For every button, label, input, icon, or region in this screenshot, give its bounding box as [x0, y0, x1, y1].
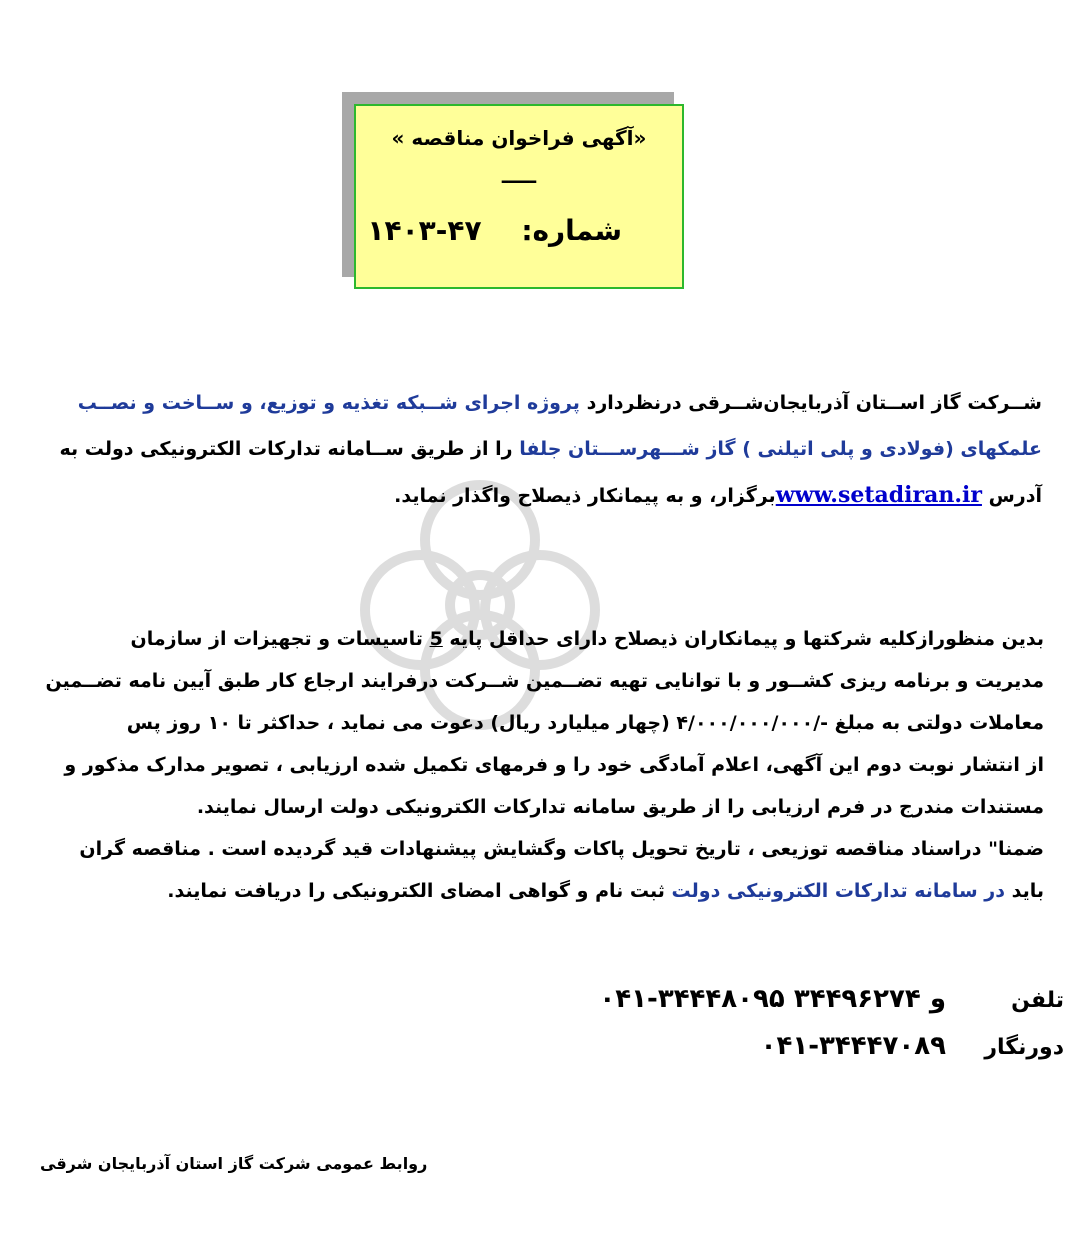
body-line1-text: بدین منظورازکلیه شرکتها و پیمانکاران ذیصلاح دارای حداقل پایه — [449, 628, 1044, 650]
body-line7-must: باید — [1011, 880, 1044, 902]
notice-header-box — [354, 104, 684, 289]
title-divider: ـــــ — [501, 164, 537, 188]
phone-value: ۰۴۱-۳۴۴۴۸۰۹۵ و ۳۴۴۹۶۲۷۴ — [599, 984, 946, 1014]
phone-row — [584, 984, 1064, 1020]
project-title-part2: علمکهای (فولادی و پلی اتیلنی ) گاز شـــهرســـتان جلفا — [519, 438, 1042, 460]
setadiran-link[interactable]: www.setadiran.ir — [775, 482, 982, 508]
notice-title: «آگهی فراخوان مناقصه » — [391, 126, 647, 150]
fax-label: دورنگار — [984, 1035, 1064, 1060]
intro-line1-text: شــرکت گاز اســتان آذربایجان‌شــرقی درنظردارد — [586, 392, 1042, 414]
body-line2: مدیریت و برنامه ریزی کشــور و با توانایی تهیه تضــمین شــرکت درفرایند ارجاع کار طبق آیین نامه تضــمین — [45, 670, 1044, 692]
address-label: آدرس — [988, 485, 1042, 507]
setad-system-name: سامانه تدارکات الکترونیکی دولت — [671, 880, 978, 902]
number-label: شماره: — [521, 214, 622, 247]
fax-row — [584, 1031, 1064, 1067]
intro-line2-text: را از طریق ســامانه تدارکات الکترونیکی دولت به — [59, 438, 513, 460]
project-title-part1: پروژه اجرای شــبکه تغذیه و توزیع، و ســاخت و نصــب — [77, 392, 580, 414]
notice-number — [367, 214, 622, 247]
body-line7-in: در — [984, 880, 1005, 902]
grade-five: 5 — [429, 628, 443, 650]
number-value: ۱۴۰۳-۴۷ — [367, 214, 482, 247]
footer-public-relations: روابط عمومی شرکت گاز استان آذربایجان شرقی — [40, 1154, 428, 1173]
fax-value: ۰۴۱-۳۴۴۴۷۰۸۹ — [760, 1031, 946, 1061]
body-line5: مستندات مندرج در فرم ارزیابی را از طریق سامانه تدارکات الکترونیکی دولت ارسال نمایند. — [196, 796, 1044, 818]
conditions-paragraph — [34, 628, 1044, 928]
phone-label: تلفن — [1011, 988, 1064, 1013]
body-line7-text: ثبت نام و گواهی امضای الکترونیکی را دریافت نمایند. — [167, 880, 665, 902]
body-line3: معاملات دولتی به مبلغ -/۴/۰۰۰/۰۰۰/۰۰۰ (چهار میلیارد ریال) دعوت می نماید ، حداکثر تا ۱۰ روز پس — [126, 712, 1044, 734]
body-line4: از انتشار نوبت دوم این آگهی، اعلام آمادگی خود را و فرمهای تکمیل شده ارزیابی ، تصویر مدارک مذکور و — [64, 754, 1044, 776]
body-line1-text-b: تاسیسات و تجهیزات از سازمان — [130, 628, 423, 650]
intro-paragraph — [42, 392, 1042, 522]
intro-line3-text: برگزار، و به پیمانکار ذیصلاح واگذار نماید. — [394, 485, 776, 507]
body-line6: ضمنا" دراسناد مناقصه توزیعی ، تاریخ تحویل پاکات وگشایش پیشنهادات قید گردیده است . مناقصه گران — [79, 838, 1044, 860]
